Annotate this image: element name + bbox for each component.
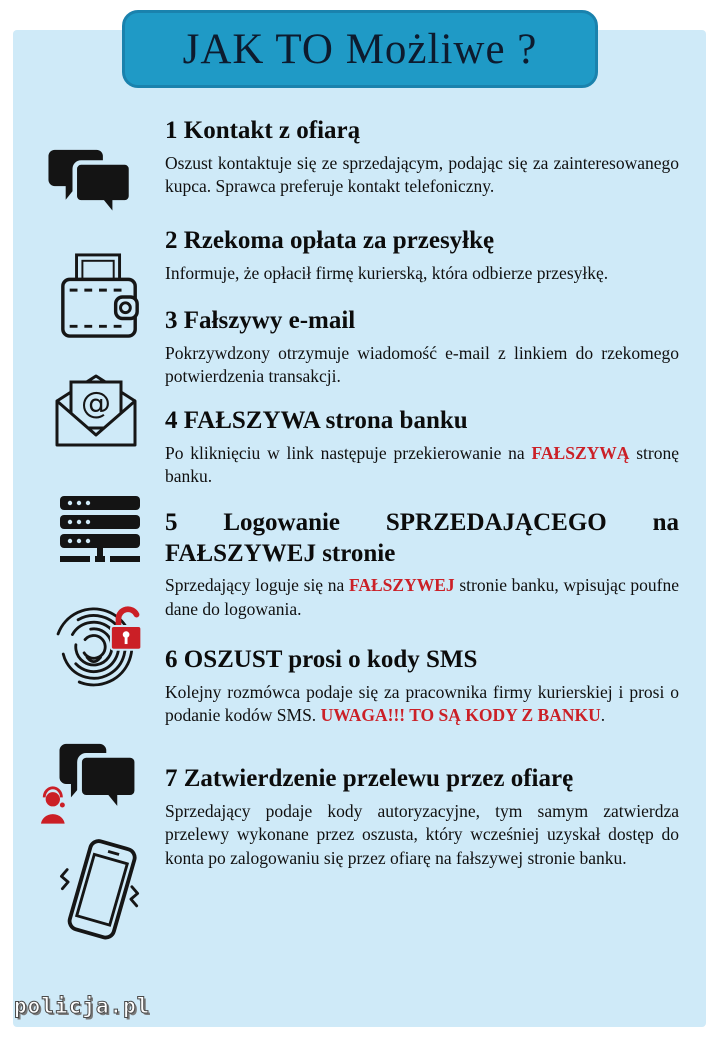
step-3 — [165, 306, 679, 389]
step-5-heading: 5 Logowanie SPRZEDAJĄCEGO na FAŁSZYWEJ stronie — [165, 509, 679, 567]
step-5 — [165, 508, 679, 622]
fingerprint-lock-icon — [52, 596, 147, 694]
step-6 — [165, 645, 679, 728]
step-4-body — [165, 442, 679, 490]
step-1-body — [165, 152, 679, 200]
body-text: stronie banku, wpisując poufne dane do logowania. — [165, 575, 679, 619]
step-2-body — [165, 262, 679, 286]
step-3-heading: 3 Fałszywy e-mail — [165, 307, 356, 334]
body-text: Po kliknięciu w link następuje przekierowanie na — [165, 442, 532, 463]
step-5-body — [165, 574, 679, 622]
policja-logo: policja.pl — [14, 994, 151, 1018]
svg-text:@: @ — [81, 386, 111, 421]
step-4-heading: 4 FAŁSZYWA strona banku — [165, 407, 468, 434]
step-4 — [165, 406, 679, 489]
server-icon — [60, 496, 140, 562]
body-text: Oszust kontaktuje się ze sprzedającym, podając się za zainteresowanego kupca. Sprawca preferuje kontakt telefoniczny. — [165, 152, 679, 197]
body-text: . — [600, 705, 606, 726]
step-7-heading: 7 Zatwierdzenie przelewu przez ofiarę — [165, 765, 574, 792]
page-title: JAK TO Możliwe ? — [182, 25, 538, 73]
step-3-body — [165, 342, 679, 390]
body-text: Pokrzywdzony otrzymuje wiadomość e-mail z linkiem do rzekomego potwierdzenia transakcji. — [165, 342, 679, 387]
poster-header — [122, 10, 598, 88]
step-2-heading: 2 Rzekoma opłata za przesyłkę — [165, 227, 495, 254]
body-highlight: UWAGA!!! TO SĄ KODY Z BANKU — [320, 705, 601, 726]
chat-bubbles-icon — [46, 148, 138, 226]
step-6-body — [165, 681, 679, 729]
body-text: Kolejny rozmówca podaje się za pracownika firmy kurierskiej i prosi o podanie kodów SMS. — [165, 681, 679, 726]
step-2 — [165, 226, 679, 285]
step-6-heading: 6 OSZUST prosi o kody SMS — [165, 646, 478, 673]
step-1-heading: 1 Kontakt z ofiarą — [165, 117, 361, 144]
step-7 — [165, 764, 679, 871]
vibrating-phone-icon — [50, 836, 150, 948]
operator-person-icon — [39, 788, 66, 825]
email-envelope-icon — [52, 370, 140, 450]
wallet-icon — [60, 252, 140, 340]
body-text: stronę banku. — [165, 442, 679, 487]
step-7-body — [165, 800, 679, 871]
body-text: Informuje, że opłacił firmę kurierską, która odbierze przesyłkę. — [165, 262, 609, 283]
body-highlight: FAŁSZYWĄ — [531, 442, 630, 463]
body-text: Sprzedający podaje kody autoryzacyjne, tym samym zatwierdza przelewy wykonane przez oszusta, który wcześniej uzyskał dostęp do konta po zalogowaniu się przez ofiarę na fałszywej stronie banku. — [165, 800, 679, 869]
chat-operator-icon — [38, 742, 144, 826]
step-1 — [165, 116, 679, 199]
body-text: Sprzedający loguje się na — [165, 575, 349, 595]
body-highlight: FAŁSZYWEJ — [348, 575, 455, 595]
